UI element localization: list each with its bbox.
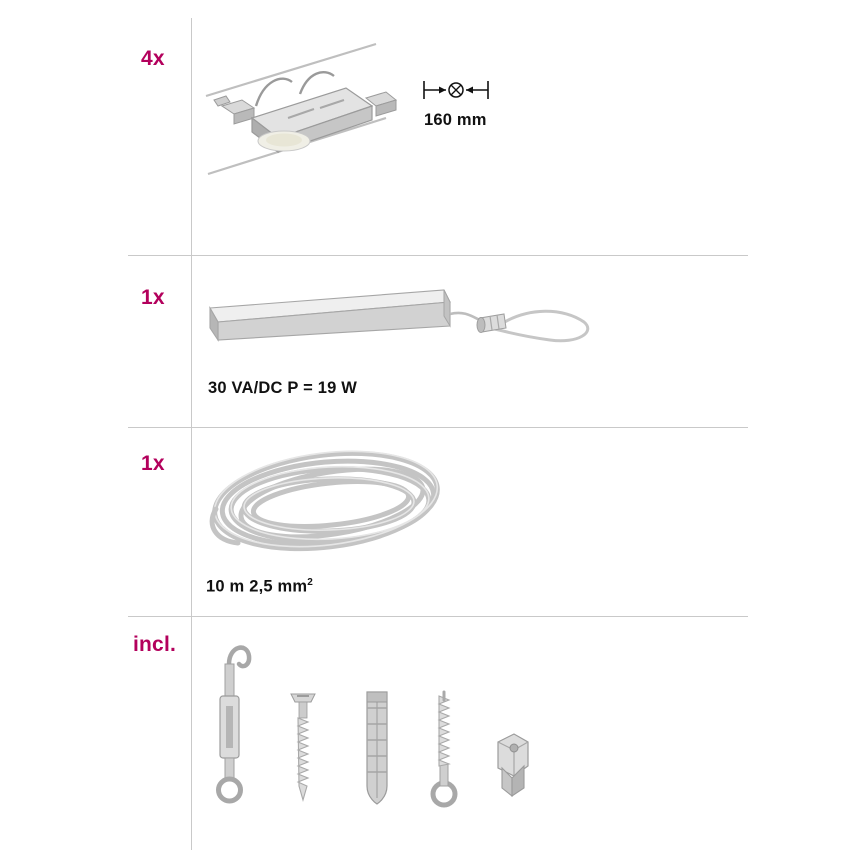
row-spot-quantity: 4x (141, 47, 165, 70)
wire-caption-text: 10 m 2,5 mm (206, 577, 308, 596)
dimension-marker-icon (420, 76, 492, 104)
wall-plug-icon (355, 686, 399, 812)
wire-caption (206, 577, 313, 597)
wire-coil-illustration (198, 443, 478, 568)
transformer-caption: 30 VA/DC P = 19 W (208, 379, 358, 397)
divider-1 (128, 255, 748, 256)
eye-screw-icon (424, 686, 464, 812)
row-wire-quantity: 1x (141, 452, 165, 475)
divider-3 (128, 616, 748, 617)
cable-clamp-icon (488, 726, 540, 810)
wire-caption-sup: 2 (307, 577, 314, 588)
wood-screw-icon (285, 686, 321, 812)
turnbuckle-hook-icon (205, 630, 261, 810)
divider-2 (128, 427, 748, 428)
spotlight-illustration (196, 22, 456, 182)
vertical-divider (191, 18, 192, 850)
row-transformer-quantity: 1x (141, 286, 165, 309)
row-accessories-quantity: incl. (133, 633, 177, 656)
transformer-illustration (198, 278, 618, 368)
spot-dimension-label: 160 mm (424, 111, 487, 129)
